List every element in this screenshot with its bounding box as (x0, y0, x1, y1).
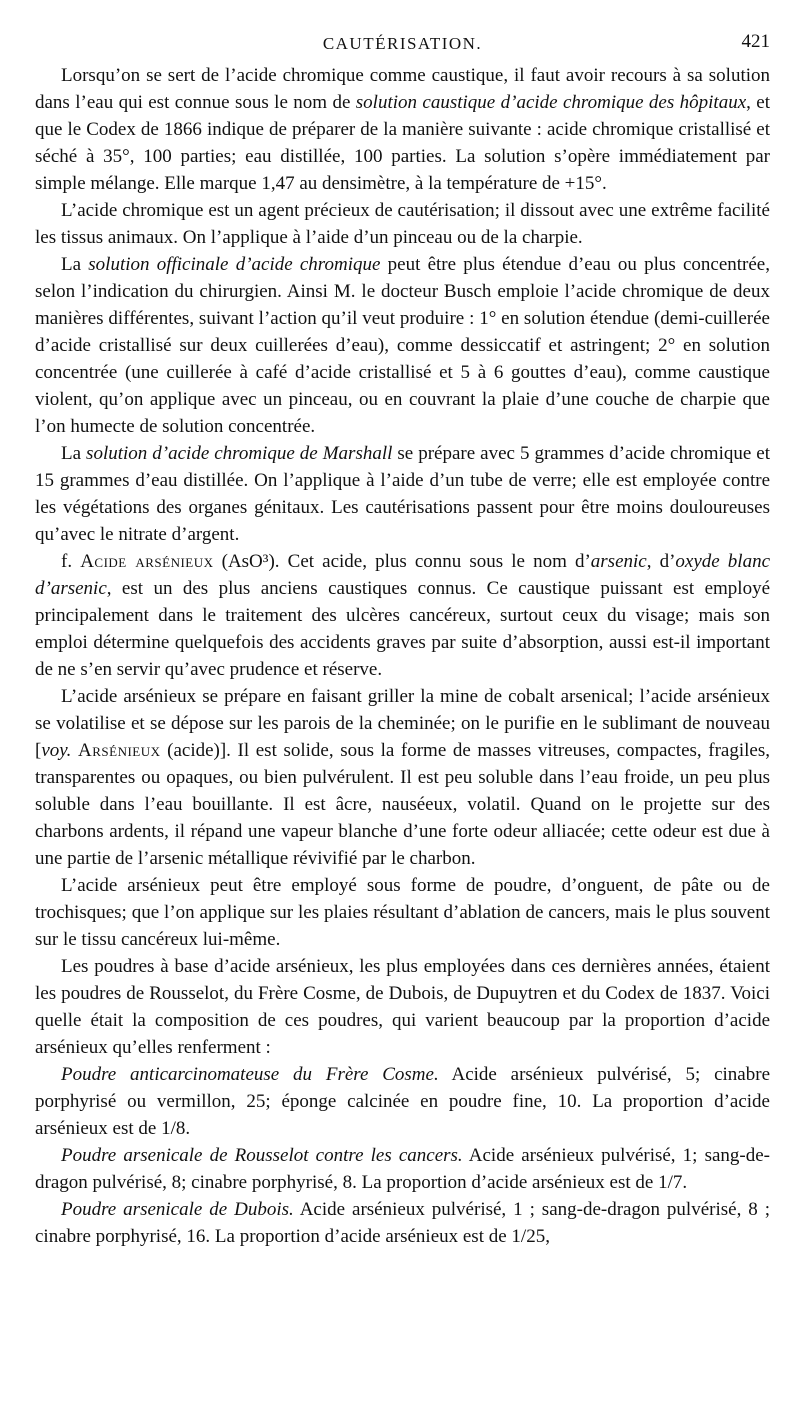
text-run: Acide arsénieux pulvérisé, 1; sang-de-dragon pulvérisé, 8; cinabre porphyrisé, 8. La proportion d’acide arsénieux est de 1/7. (35, 1145, 770, 1193)
text-run: Les poudres à base d’acide arsénieux, les plus employées dans ces dernières années, étaient les poudres de Rousselot, du Frère Cosme, de Dubois, de Dupuytren et du Codex de 1837. Voici quelle était la composition de ces poudres, qui varient beaucoup par la proportion d’acide arsénieux qu’elles renferment : (35, 956, 770, 1058)
text-run: Lorsqu’on se sert de l’acide chromique comme caustique, il faut avoir recours à sa solution dans l’eau qui est connue sous le nom de (35, 65, 770, 113)
text-run: peut être plus étendue d’eau ou plus concentrée, selon l’indication du chirurgien. Ainsi M. le docteur Busch emploie l’acide chromique de deux manières différentes, suivant l’action qu’il veut produire : 1° en solution étendue (demi-cuillerée d’acide cristallisé sur deux cuillerées d’eau), comme dessiccatif et astringent; 2° en solution concentrée (une cuillerée à café d’acide cristallisé et 5 à 6 gouttes d’eau), comme caustique violent, qu’on applique avec un pinceau, ou en couvrant la plaie d’une couche de charpie que l’on humecte de solution concentrée. (35, 254, 770, 437)
italic-run: voy. (41, 740, 72, 761)
text-run: , et que le Codex de 1866 indique de préparer de la manière suivante : acide chromique cristallisé et séché à 35°, 100 parties; eau distillée, 100 parties. La solution s’opère immédiatement par simple mélange. Elle marque 1,47 au densimètre, à la température de +15°. (35, 92, 770, 194)
text-run: L’acide chromique est un agent précieux de cautérisation; il dissout avec une extrême facilité les tissus animaux. On l’applique à l’aide d’un pinceau ou de la charpie. (35, 200, 770, 248)
italic-run: solution caustique d’acide chromique des hôpitaux (355, 92, 747, 113)
italic-run: Poudre arsenicale de Rousselot contre les cancers. (61, 1145, 463, 1166)
paragraph-arsenious-forms (35, 872, 770, 953)
paragraph-arsenical-powders (35, 953, 770, 1061)
paragraph-chromic-acid-agent (35, 197, 770, 251)
text-run: f. (61, 551, 81, 572)
page-header (35, 28, 770, 60)
paragraph-marshall-solution (35, 440, 770, 548)
text-run: (acide)]. Il est solide, sous la forme de masses vitreuses, compactes, fragiles, transparentes ou opaques, ou bien pulvérulent. Il est peu soluble dans l’eau froide, un peu plus soluble dans l’eau bouillante. Il est âcre, nauséeux, volatil. Quand on le projette sur des charbons ardents, il répand une vapeur blanche d’une forte odeur alliacée; cette odeur est due à une partie de l’arsenic métallique révivifié par le charbon. (35, 740, 770, 869)
page-number: 421 (741, 31, 770, 52)
text-run: (AsO³). Cet acide, plus connu sous le nom d’ (213, 551, 591, 572)
paragraph-chromic-caustic-solution (35, 62, 770, 197)
paragraph-arsenious-preparation (35, 683, 770, 872)
text-run: se prépare avec 5 grammes d’acide chromique et 15 grammes d’eau distillée. On l’applique à l’aide d’un tube de verre; elle est employée contre les végétations des organes génitaux. Les cautérisations passent pour être moins douloureuses qu’avec le nitrate d’argent. (35, 443, 770, 545)
paragraph-arsenious-acid (35, 548, 770, 683)
italic-run: arsenic (590, 551, 647, 572)
text-run: La (61, 254, 89, 275)
paragraph-officinal-solution (35, 251, 770, 440)
running-title: CAUTÉRISATION. (322, 34, 483, 53)
text-run: L’acide arsénieux se prépare en faisant griller la mine de cobalt arsenical; l’acide arsénieux se volatilise et se dépose sur les parois de la cheminée; on le purifie en le sublimant de nouveau [ (35, 686, 770, 761)
paragraph-dubois-powder (35, 1196, 770, 1250)
italic-run: oxyde blanc d’arsenic (35, 551, 771, 599)
paragraph-rousselot-powder (35, 1142, 770, 1196)
text-run: La (61, 443, 87, 464)
text-run: , est un des plus anciens caustiques connus. Ce caustique puissant est employé principalement dans le traitement des ulcères cancéreux, surtout ceux du visage; mais son emploi détermine quelquefois des accidents graves par suite d’absorption, aussi est-il important de ne s’en servir qu’avec prudence et réserve. (35, 578, 770, 680)
text-run: , d’ (646, 551, 676, 572)
body-text (35, 62, 770, 1250)
small-caps-run: Acide arsénieux (80, 551, 214, 572)
italic-run: Poudre arsenicale de Dubois. (61, 1199, 294, 1220)
text-run: Acide arsénieux pulvérisé, 5; cinabre porphyrisé ou vermillon, 25; éponge calcinée en poudre fine, 10. La proportion d’acide arsénieux est de 1/8. (35, 1064, 771, 1139)
small-caps-run: Arsénieux (78, 740, 161, 761)
paragraph-frere-cosme-powder (35, 1061, 770, 1142)
italic-run: solution officinale d’acide chromique (88, 254, 381, 275)
text-run: L’acide arsénieux peut être employé sous forme de poudre, d’onguent, de pâte ou de trochisques; que l’on applique sur les plaies résultant d’ablation de cancers, mais le plus souvent sur le tissu cancéreux lui-même. (35, 875, 770, 950)
text-run: Acide arsénieux pulvérisé, 1 ; sang-de-dragon pulvérisé, 8 ; cinabre porphyrisé, 16. La proportion d’acide arsénieux est de 1/25, (35, 1199, 771, 1247)
document-page (35, 28, 770, 1250)
italic-run: Poudre anticarcinomateuse du Frère Cosme. (61, 1064, 439, 1085)
italic-run: solution d’acide chromique de Marshall (86, 443, 393, 464)
